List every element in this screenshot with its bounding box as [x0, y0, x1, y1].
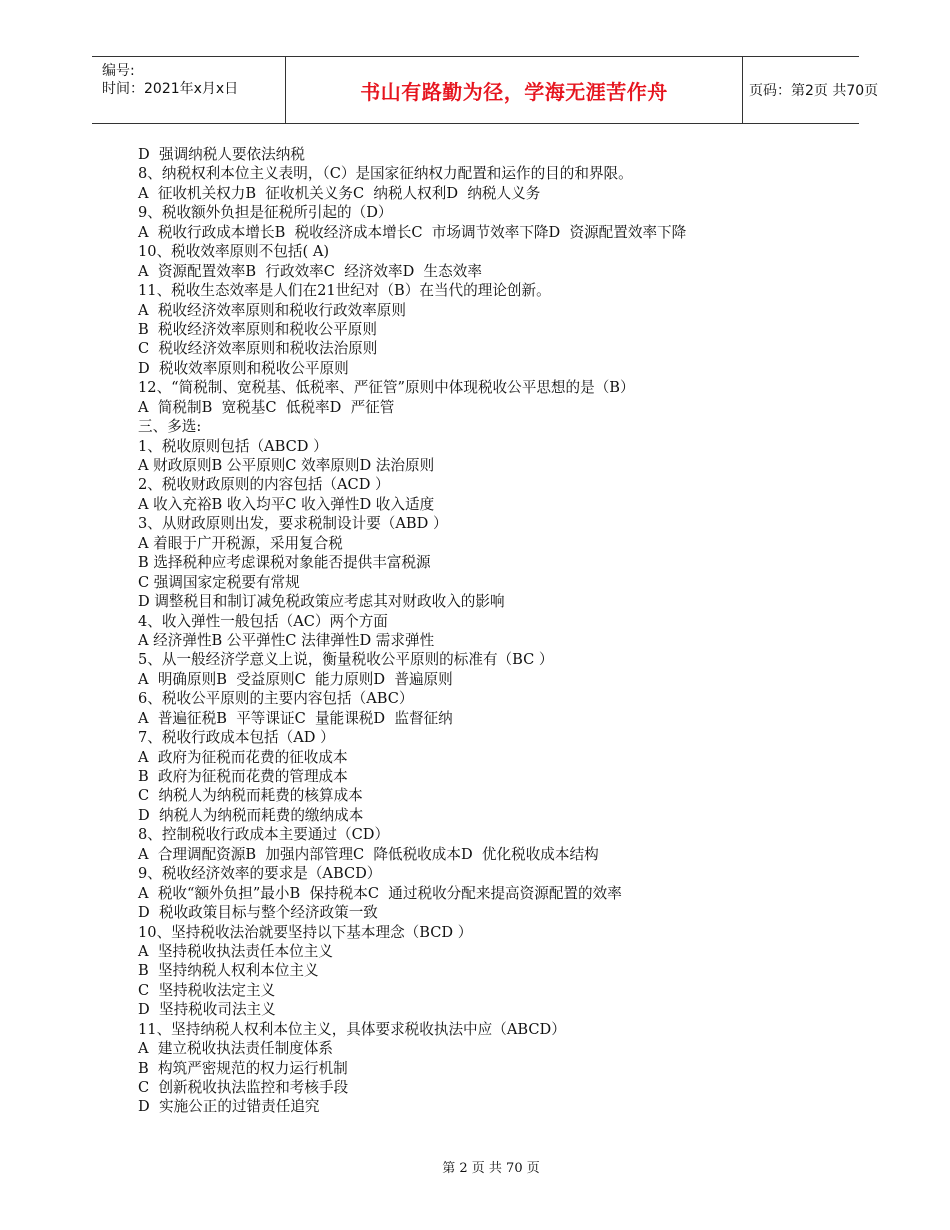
text-line: 11、坚持纳税人权利本位主义，具体要求税收执法中应（ABCD）: [138, 1020, 566, 1038]
text-line: 8、纳税权利本位主义表明，（C）是国家征纳权力配置和运作的目的和界限。: [138, 165, 633, 183]
text-line: D 坚持税收司法主义: [138, 1001, 276, 1019]
text-line: B 坚持纳税人权利本位主义: [138, 962, 319, 980]
text-line: 11、税收生态效率是人们在21世纪对（B）在当代的理论创新。: [138, 282, 551, 300]
text-line: A 征收机关权力B 征收机关义务C 纳税人权利D 纳税人义务: [138, 184, 541, 202]
header-motto: 书山有路勤为径，学海无涯苦作舟: [285, 57, 743, 123]
text-line: C 强调国家定税要有常规: [138, 573, 300, 591]
text-line: B 选择税种应考虑课税对象能否提供丰富税源: [138, 554, 431, 572]
text-line: D 税收效率原则和税收公平原则: [138, 359, 349, 377]
text-line: A 坚持税收执法责任本位主义: [138, 942, 333, 960]
text-line: 5、从一般经济学意义上说，衡量税收公平原则的标准有（BC ）: [138, 651, 554, 669]
text-line: 8、控制税收行政成本主要通过（CD）: [138, 826, 390, 844]
page-footer: [0, 1157, 950, 1176]
text-line: A 建立税收执法责任制度体系: [138, 1040, 333, 1058]
text-line: A 资源配置效率B 行政效率C 经济效率D 生态效率: [138, 262, 482, 280]
text-line: D 强调纳税人要依法纳税: [138, 146, 305, 163]
text-line: 4、收入弹性一般包括（AC）两个方面: [138, 612, 388, 630]
text-line: 2、税收财政原则的内容包括（ACD ）: [138, 476, 390, 494]
text-line: D 实施公正的过错责任追究: [138, 1098, 320, 1116]
text-line: A 收入充裕B 收入均平C 收入弹性D 收入适度: [138, 495, 435, 513]
text-line: D 税收政策目标与整个经济政策一致: [138, 904, 378, 922]
text-line: 10、税收效率原则不包括( A): [138, 243, 330, 261]
time-label: 时间：2021年x月x日: [102, 81, 239, 97]
text-line: C 创新税收执法监控和考核手段: [138, 1079, 349, 1096]
text-line: 12、“简税制、宽税基、低税率、严征管”原则中体现税收公平思想的是（B）: [138, 379, 635, 397]
text-line: 3、从财政原则出发，要求税制设计要（ABD ）: [138, 515, 448, 533]
text-line: C 税收经济效率原则和税收法治原则: [138, 340, 378, 358]
text-line: 6、税收公平原则的主要内容包括（ABC）: [138, 690, 414, 708]
text-line: A 税收“额外负担”最小B 保持税本C 通过税收分配来提高资源配置的效率: [138, 884, 622, 902]
text-line: C 坚持税收法定主义: [138, 981, 276, 999]
doc-number-label: 编号:: [102, 63, 135, 79]
text-line: A 税收经济效率原则和税收行政效率原则: [138, 301, 406, 319]
page-header: [92, 56, 879, 124]
footer-page-number: 第 2 页 共 70 页: [442, 1161, 540, 1176]
text-line: A 税收行政成本增长B 税收经济成本增长C 市场调节效率下降D 资源配置效率下降: [138, 223, 687, 241]
text-line: 10、坚持税收法治就要坚持以下基本理念（BCD ）: [138, 923, 473, 941]
text-line: A 简税制B 宽税基C 低税率D 严征管: [138, 398, 395, 416]
text-line: A 财政原则B 公平原则C 效率原则D 法治原则: [138, 457, 435, 474]
text-line: B 税收经济效率原则和税收公平原则: [138, 320, 377, 338]
text-line: D 调整税目和制订减免税政策应考虑其对财政收入的影响: [138, 593, 505, 611]
text-line: 9、税收额外负担是征税所引起的（D）: [138, 204, 393, 222]
text-line: B 政府为征税而花费的管理成本: [138, 768, 348, 785]
text-line: A 普遍征税B 平等课证C 量能课税D 监督征纳: [138, 709, 453, 727]
text-line: A 合理调配资源B 加强内部管理C 降低税收成本D 优化税收成本结构: [138, 845, 599, 863]
header-info: [92, 57, 285, 123]
text-line: A 经济弹性B 公平弹性C 法律弹性D 需求弹性: [138, 631, 435, 649]
text-line: D 纳税人为纳税而耗费的缴纳成本: [138, 806, 364, 824]
text-line: 9、税收经济效率的要求是（ABCD）: [138, 865, 382, 883]
header-page-label: 页码：第2页 共70页: [749, 83, 879, 99]
text-line: 1、税收原则包括（ABCD ）: [138, 437, 328, 455]
text-line: 7、税收行政成本包括（AD ）: [138, 729, 335, 747]
document-body: [138, 145, 858, 1117]
text-line: 三、多选:: [138, 418, 202, 436]
text-line: C 纳税人为纳税而耗费的核算成本: [138, 787, 363, 805]
text-line: B 构筑严密规范的权力运行机制: [138, 1059, 348, 1077]
text-line: A 明确原则B 受益原则C 能力原则D 普遍原则: [138, 670, 453, 688]
text-line: A 政府为征税而花费的征收成本: [138, 748, 348, 766]
text-line: A 着眼于广开税源，采用复合税: [138, 534, 343, 552]
header-page-info: [742, 57, 879, 123]
